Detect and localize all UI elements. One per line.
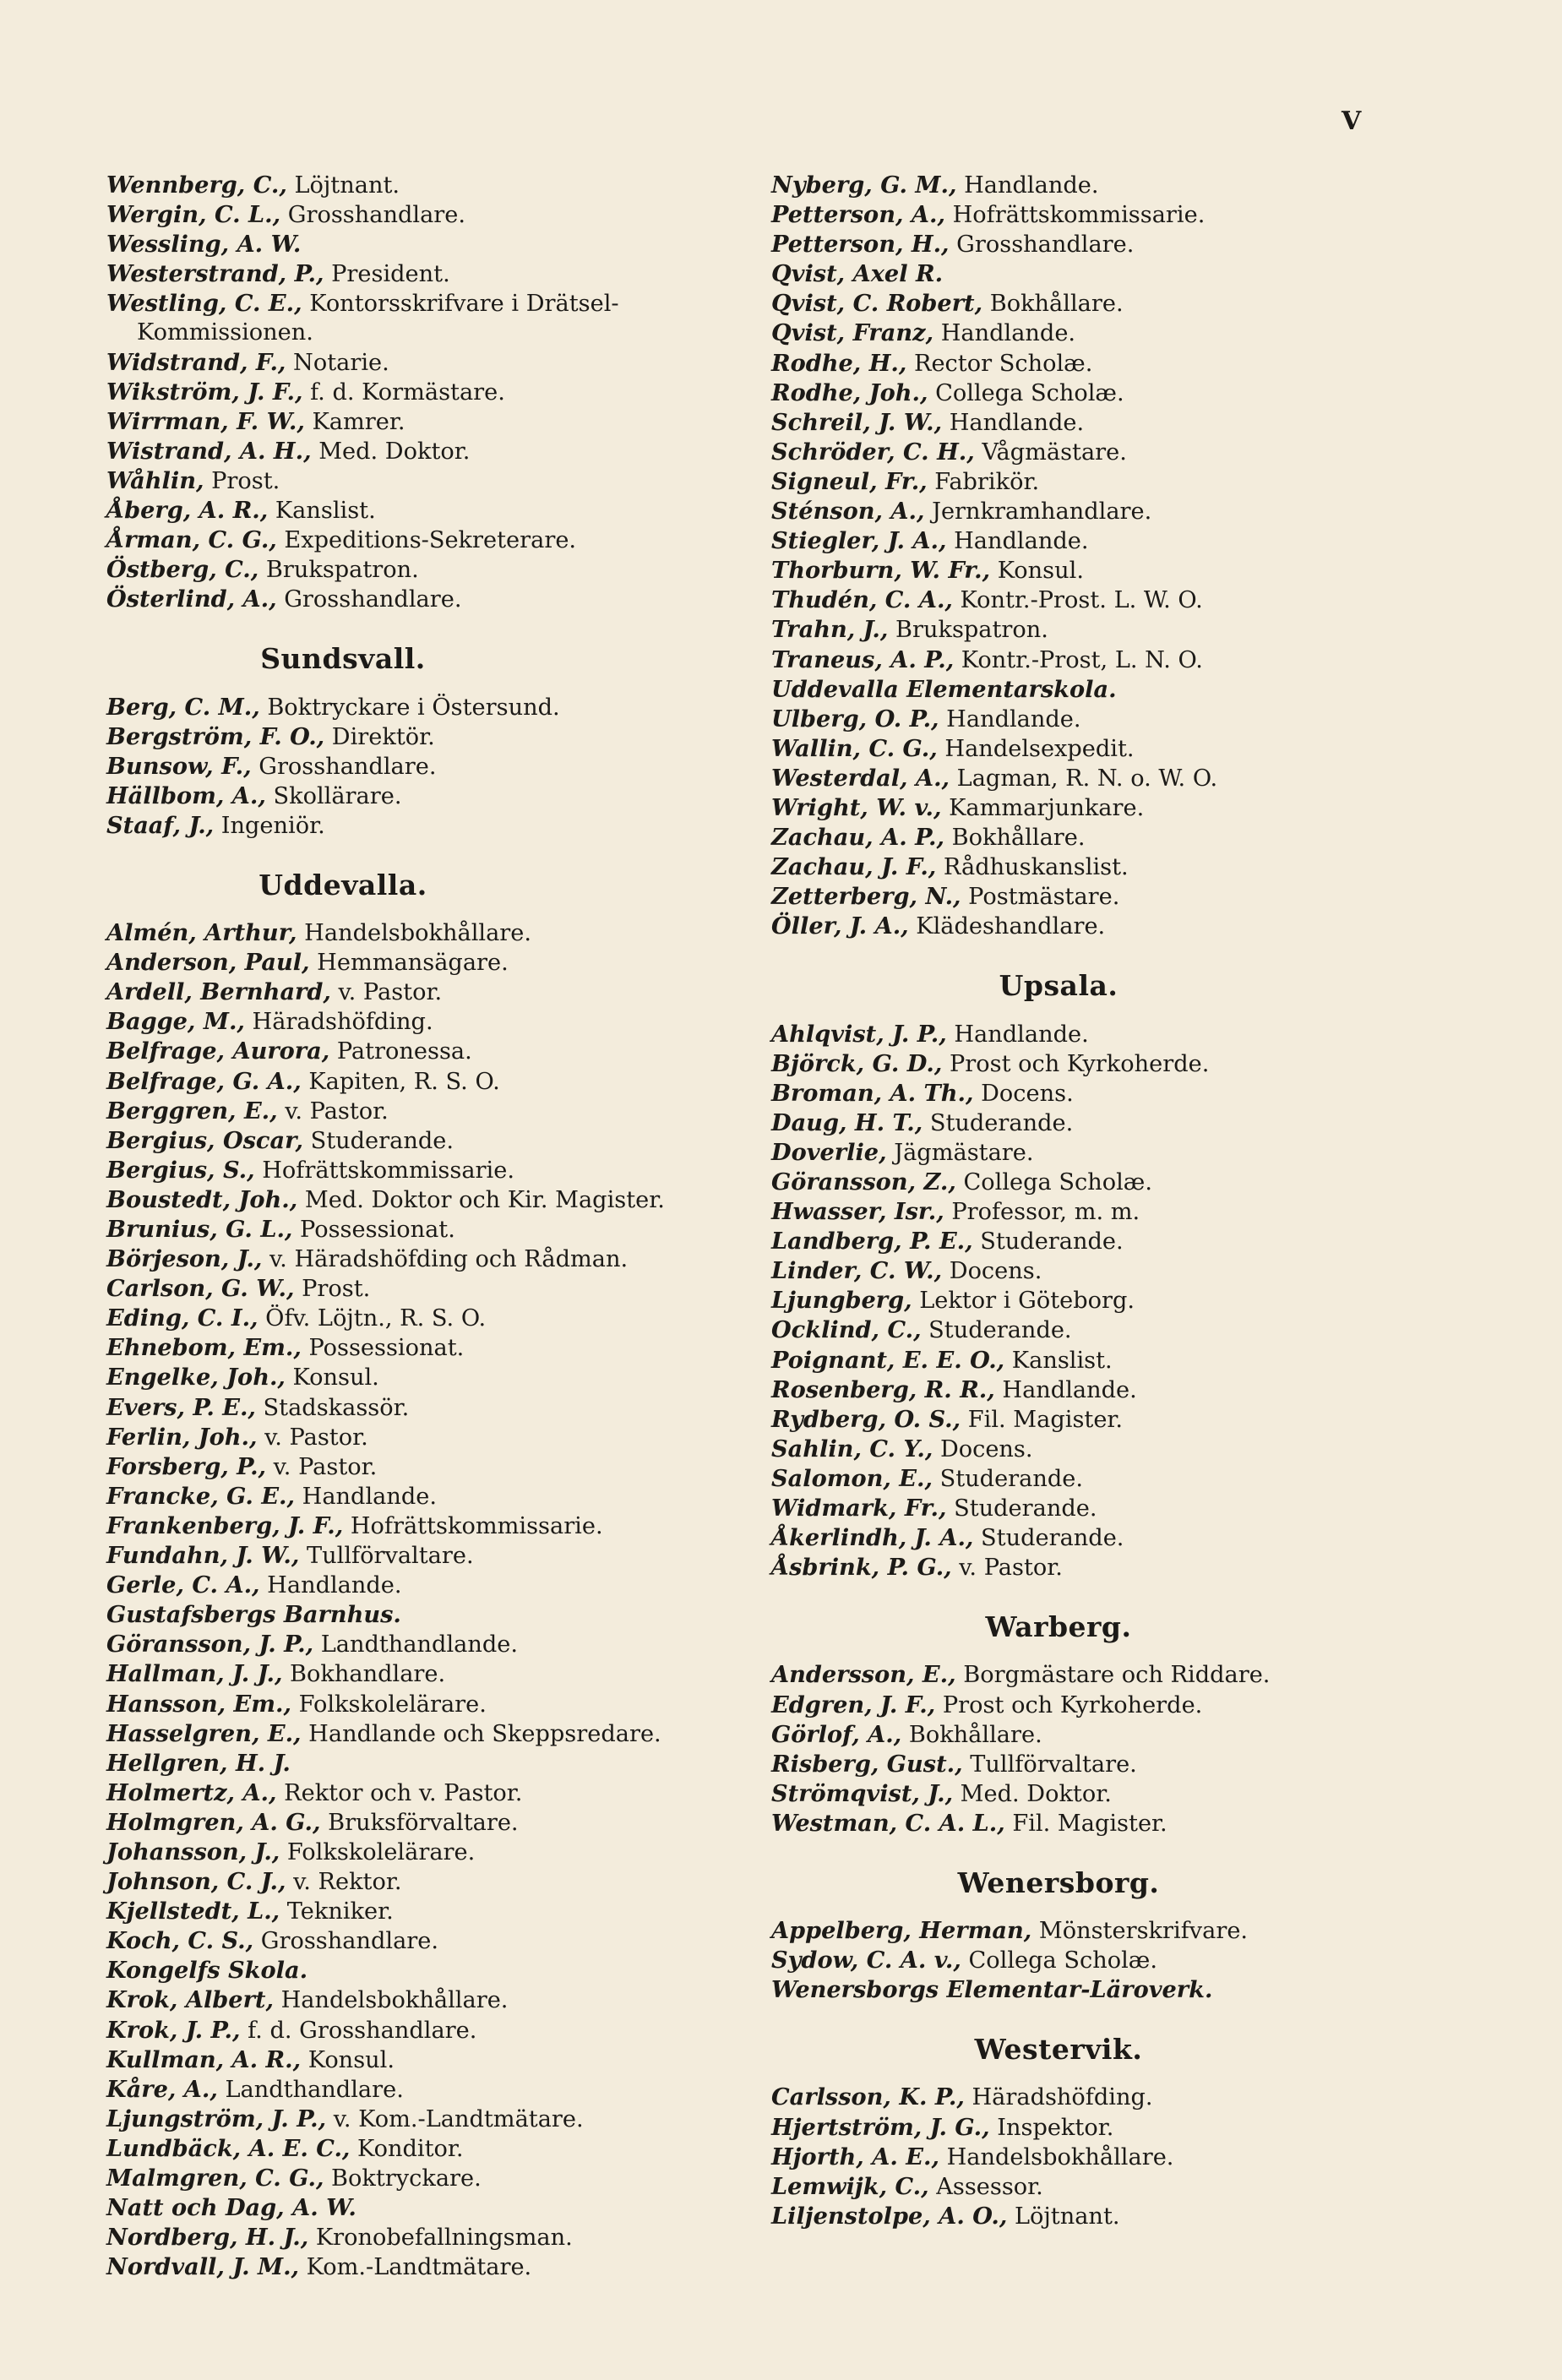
list-entry: Göransson, Z., Collega Scholæ. bbox=[771, 1168, 1152, 1195]
list-entry: Schröder, C. H., Vågmästare. bbox=[771, 438, 1127, 466]
list-entry: Forsberg, P., v. Pastor. bbox=[106, 1452, 378, 1480]
list-entry: Ferlin, Joh., v. Pastor. bbox=[106, 1423, 368, 1451]
list-entry: Lundbäck, A. E. C., Konditor. bbox=[106, 2134, 464, 2162]
section-wenersborg bbox=[771, 1865, 1515, 2005]
list-entry: Östberg, C., Brukspatron. bbox=[106, 556, 419, 584]
list-entry: Kåre, A., Landthandlare. bbox=[106, 2075, 404, 2103]
list-entry: Åkerlindh, J. A., Studerande. bbox=[771, 1524, 1124, 1552]
section-sundsvall bbox=[106, 642, 748, 841]
list-entry: Göransson, J. P., Landthandlande. bbox=[106, 1631, 518, 1658]
list-entry: Bergius, Oscar, Studerande. bbox=[106, 1126, 454, 1154]
list-entry: Kullman, A. R., Konsul. bbox=[106, 2045, 395, 2073]
list-entry: Malmgren, C. G., Boktryckare. bbox=[106, 2165, 482, 2192]
list-entry: Schreil, J. W., Handlande. bbox=[771, 408, 1085, 436]
list-entry: Belfrage, G. A., Kapiten, R. S. O. bbox=[106, 1067, 500, 1095]
list-entry: Gerle, C. A., Handlande. bbox=[106, 1571, 402, 1599]
list-entry: Hansson, Em., Folkskolelärare. bbox=[106, 1690, 487, 1718]
list-entry: Anderson, Paul, Hemmansägare. bbox=[106, 949, 509, 977]
list-entry: Gustafsbergs Barnhus. bbox=[106, 1601, 401, 1629]
list-entry: Salomon, E., Studerande. bbox=[771, 1464, 1084, 1492]
list-entry: Stiegler, J. A., Handlande. bbox=[771, 527, 1089, 555]
list-entry: Ljungberg, Lektor i Göteborg. bbox=[771, 1287, 1135, 1315]
list-entry: Hallman, J. J., Bokhandlare. bbox=[106, 1660, 446, 1688]
list-entry: Wikström, J. F., f. d. Kormästare. bbox=[106, 378, 505, 406]
section-heading: Sundsvall. bbox=[260, 642, 426, 676]
list-entry: Ulberg, O. P., Handlande. bbox=[771, 705, 1081, 733]
list-entry: Bergius, S., Hofrättskommissarie. bbox=[106, 1156, 514, 1184]
list-entry: Staaf, J., Ingeniör. bbox=[106, 811, 325, 839]
list-entry: Carlson, G. W., Prost. bbox=[106, 1275, 371, 1303]
list-entry: Westling, C. E., Kontorsskrifvare i Drätsel-Kommissionen. bbox=[106, 290, 619, 346]
section-continued-list bbox=[106, 171, 748, 614]
section-continued-list bbox=[771, 171, 1515, 941]
page-number: V bbox=[1342, 106, 1362, 136]
list-entry: Nordberg, H. J., Kronobefallningsman. bbox=[106, 2224, 573, 2252]
list-entry: Rosenberg, R. R., Handlande. bbox=[771, 1375, 1137, 1403]
list-entry: Björck, G. D., Prost och Kyrkoherde. bbox=[771, 1049, 1210, 1077]
list-entry: Åberg, A. R., Kanslist. bbox=[106, 497, 376, 525]
section-warberg bbox=[771, 1610, 1515, 1838]
list-entry: Rodhe, H., Rector Scholæ. bbox=[771, 349, 1093, 377]
list-entry: Carlsson, K. P., Häradshöfding. bbox=[771, 2083, 1153, 2111]
list-entry: Strömqvist, J., Med. Doktor. bbox=[771, 1779, 1112, 1807]
list-entry: Kongelfs Skola. bbox=[106, 1957, 308, 1985]
list-entry: Hjorth, A. E., Handelsbokhållare. bbox=[771, 2143, 1174, 2170]
list-entry: Ljungström, J. P., v. Kom.-Landtmätare. bbox=[106, 2105, 584, 2132]
list-entry: Boustedt, Joh., Med. Doktor och Kir. Magister. bbox=[106, 1185, 665, 1213]
list-entry: Westerstrand, P., President. bbox=[106, 260, 450, 288]
list-entry: Ardell, Bernhard, v. Pastor. bbox=[106, 978, 443, 1006]
list-entry: Bergström, F. O., Direktör. bbox=[106, 722, 435, 750]
list-entry: Widstrand, F., Notarie. bbox=[106, 348, 389, 376]
list-entry: Daug, H. T., Studerande. bbox=[771, 1108, 1074, 1136]
list-entry: Hellgren, H. J. bbox=[106, 1749, 291, 1777]
section-uddevalla bbox=[106, 868, 748, 2282]
section-westervik bbox=[771, 2035, 1515, 2231]
list-entry: Qvist, Franz, Handlande. bbox=[771, 319, 1076, 347]
list-entry: Westerdal, A., Lagman, R. N. o. W. O. bbox=[771, 764, 1218, 792]
list-entry: Thorburn, W. Fr., Konsul. bbox=[771, 557, 1084, 585]
list-entry: Kjellstedt, L., Tekniker. bbox=[106, 1898, 394, 1925]
list-entry: Sydow, C. A. v., Collega Scholæ. bbox=[771, 1947, 1157, 1974]
list-entry: Holmgren, A. G., Bruksförvaltare. bbox=[106, 1808, 519, 1836]
list-entry: Holmertz, A., Rektor och v. Pastor. bbox=[106, 1778, 523, 1806]
list-entry: Andersson, E., Borgmästare och Riddare. bbox=[771, 1661, 1271, 1689]
list-entry: Frankenberg, J. F., Hofrättskommissarie. bbox=[106, 1511, 603, 1539]
list-entry: Trahn, J., Brukspatron. bbox=[771, 616, 1048, 644]
list-entry: Sténson, A., Jernkramhandlare. bbox=[771, 498, 1152, 526]
list-entry: Wallin, C. G., Handelsexpedit. bbox=[771, 734, 1135, 762]
list-entry: Ocklind, C., Studerande. bbox=[771, 1316, 1072, 1344]
section-heading: Westervik. bbox=[974, 2033, 1143, 2067]
list-entry: Öller, J. A., Klädeshandlare. bbox=[771, 912, 1106, 940]
list-entry: Lemwijk, C., Assessor. bbox=[771, 2172, 1043, 2200]
list-entry: Hällbom, A., Skollärare. bbox=[106, 782, 402, 809]
list-entry: Zachau, J. F., Rådhuskanslist. bbox=[771, 853, 1129, 881]
list-entry: Qvist, Axel R. bbox=[771, 260, 944, 288]
list-entry: Wirrman, F. W., Kamrer. bbox=[106, 407, 405, 435]
section-heading: Uddevalla. bbox=[259, 868, 427, 901]
list-entry: Engelke, Joh., Konsul. bbox=[106, 1364, 379, 1392]
list-entry: Eding, C. I., Öfv. Löjtn., R. S. O. bbox=[106, 1304, 487, 1332]
list-entry: Edgren, J. F., Prost och Kyrkoherde. bbox=[771, 1691, 1203, 1718]
list-entry: Doverlie, Jägmästare. bbox=[771, 1138, 1034, 1166]
list-entry: Poignant, E. E. O., Kanslist. bbox=[771, 1346, 1113, 1374]
list-entry: Zachau, A. P., Bokhållare. bbox=[771, 824, 1086, 852]
list-entry: Ahlqvist, J. P., Handlande. bbox=[771, 1020, 1089, 1048]
left-column bbox=[106, 171, 748, 2282]
list-entry: Appelberg, Herman, Mönsterskrifvare. bbox=[771, 1917, 1249, 1945]
list-entry: Hasselgren, E., Handlande och Skeppsredare. bbox=[106, 1719, 661, 1747]
list-entry: Thudén, C. A., Kontr.-Prost. L. W. O. bbox=[771, 586, 1203, 614]
section-upsala bbox=[771, 969, 1515, 1582]
list-entry: Krok, Albert, Handelsbokhållare. bbox=[106, 1986, 509, 2014]
list-entry: Johnson, C. J., v. Rektor. bbox=[106, 1868, 402, 1896]
list-entry: Sahlin, C. Y., Docens. bbox=[771, 1435, 1033, 1462]
list-entry: Wistrand, A. H., Med. Doktor. bbox=[106, 437, 471, 465]
list-entry: Österlind, A., Grosshandlare. bbox=[106, 585, 462, 613]
list-entry: Berg, C. M., Boktryckare i Östersund. bbox=[106, 693, 560, 721]
list-entry: Rodhe, Joh., Collega Scholæ. bbox=[771, 379, 1124, 406]
list-entry: Wessling, A. W. bbox=[106, 231, 302, 259]
list-entry: Hwasser, Isr., Professor, m. m. bbox=[771, 1198, 1140, 1226]
list-entry: Francke, G. E., Handlande. bbox=[106, 1482, 438, 1510]
list-entry: Traneus, A. P., Kontr.-Prost, L. N. O. bbox=[771, 645, 1203, 673]
list-entry: Fundahn, J. W., Tullförvaltare. bbox=[106, 1542, 474, 1570]
list-entry: Wennberg, C., Löjtnant. bbox=[106, 172, 400, 199]
list-entry: Johansson, J., Folkskolelärare. bbox=[106, 1838, 476, 1865]
list-entry: Årman, C. G., Expeditions-Sekreterare. bbox=[106, 526, 577, 554]
list-entry: Widmark, Fr., Studerande. bbox=[771, 1495, 1097, 1522]
list-entry: Åsbrink, P. G., v. Pastor. bbox=[771, 1554, 1063, 1582]
list-entry: Liljenstolpe, A. O., Löjtnant. bbox=[771, 2202, 1120, 2230]
list-entry: Qvist, C. Robert, Bokhållare. bbox=[771, 290, 1124, 318]
right-column bbox=[771, 171, 1515, 2231]
list-entry: Brunius, G. L., Possessionat. bbox=[106, 1216, 455, 1243]
list-entry: Uddevalla Elementarskola. bbox=[771, 675, 1117, 703]
list-entry: Westman, C. A. L., Fil. Magister. bbox=[771, 1809, 1167, 1837]
list-entry: Wergin, C. L., Grosshandlare. bbox=[106, 201, 466, 229]
list-entry: Linder, C. W., Docens. bbox=[771, 1257, 1042, 1285]
section-heading: Upsala. bbox=[999, 969, 1118, 1003]
list-entry: Koch, C. S., Grosshandlare. bbox=[106, 1927, 439, 1955]
list-entry: Wåhlin, Prost. bbox=[106, 466, 280, 494]
list-entry: Görlof, A., Bokhållare. bbox=[771, 1720, 1042, 1748]
list-entry: Risberg, Gust., Tullförvaltare. bbox=[771, 1750, 1137, 1778]
list-entry: Belfrage, Aurora, Patronessa. bbox=[106, 1038, 472, 1065]
list-entry: Broman, A. Th., Docens. bbox=[771, 1079, 1074, 1107]
list-entry: Berggren, E., v. Pastor. bbox=[106, 1097, 389, 1125]
section-heading: Wenersborg. bbox=[957, 1865, 1160, 1899]
list-entry: Hjertström, J. G., Inspektor. bbox=[771, 2113, 1114, 2141]
list-entry: Wright, W. v., Kammarjunkare. bbox=[771, 793, 1145, 821]
section-heading: Warberg. bbox=[985, 1610, 1132, 1644]
list-entry: Rydberg, O. S., Fil. Magister. bbox=[771, 1405, 1124, 1433]
list-entry: Nyberg, G. M., Handlande. bbox=[771, 172, 1099, 199]
list-entry: Nordvall, J. M., Kom.-Landtmätare. bbox=[106, 2253, 532, 2281]
list-entry: Petterson, H., Grosshandlare. bbox=[771, 231, 1135, 259]
list-entry: Zetterberg, N., Postmästare. bbox=[771, 883, 1120, 911]
list-entry: Almén, Arthur, Handelsbokhållare. bbox=[106, 919, 532, 947]
list-entry: Landberg, P. E., Studerande. bbox=[771, 1228, 1124, 1255]
list-entry: Ehnebom, Em., Possessionat. bbox=[106, 1334, 465, 1362]
list-entry: Signeul, Fr., Fabrikör. bbox=[771, 467, 1040, 495]
list-entry: Petterson, A., Hofrättskommissarie. bbox=[771, 201, 1206, 229]
list-entry: Börjeson, J., v. Häradshöfding och Rådman. bbox=[106, 1245, 629, 1273]
list-entry: Bunsow, F., Grosshandlare. bbox=[106, 752, 437, 780]
list-entry: Bagge, M., Häradshöfding. bbox=[106, 1008, 433, 1036]
list-entry: Krok, J. P., f. d. Grosshandlare. bbox=[106, 2016, 477, 2044]
list-entry: Wenersborgs Elementar-Läroverk. bbox=[771, 1976, 1213, 2004]
list-entry: Natt och Dag, A. W. bbox=[106, 2194, 356, 2222]
list-entry: Evers, P. E., Stadskassör. bbox=[106, 1393, 410, 1421]
